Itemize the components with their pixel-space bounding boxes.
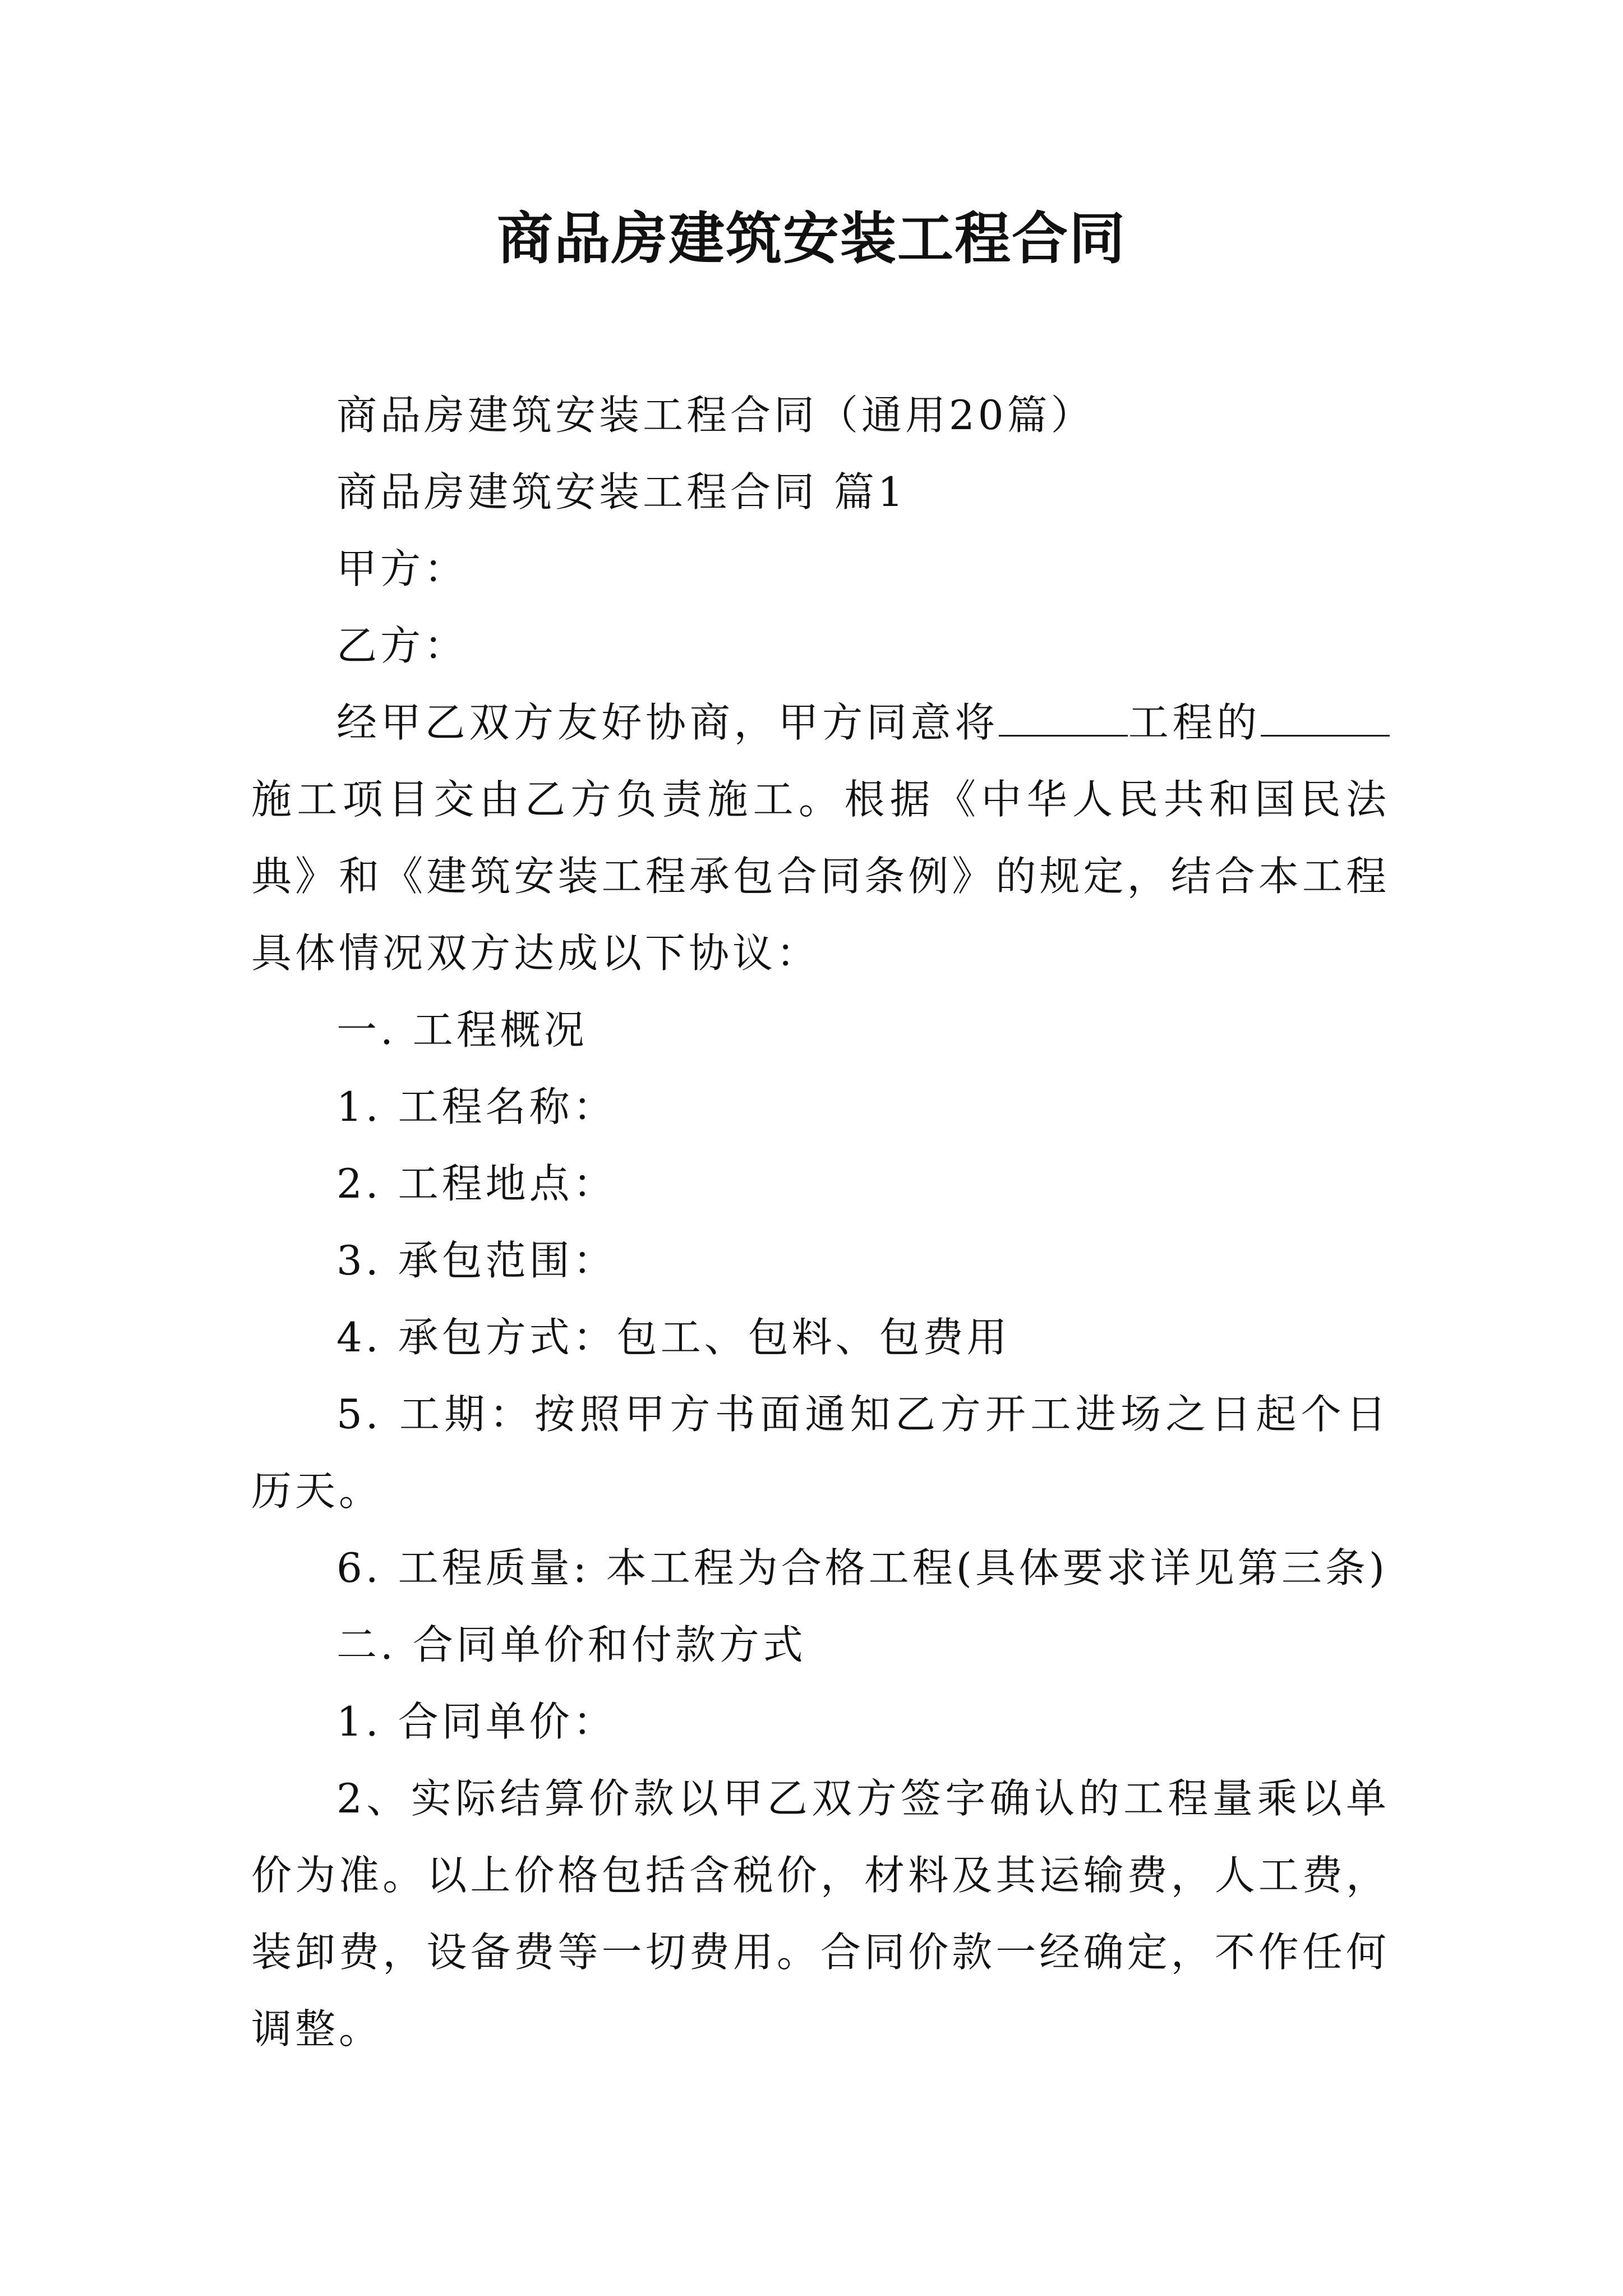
project-scope-blank: [1261, 701, 1390, 737]
party-b-line: 乙方：: [336, 622, 468, 669]
party-a-line: 甲方：: [336, 545, 468, 592]
item-project-name: 1. 工程名称：: [336, 1083, 617, 1130]
document-body: [251, 377, 1390, 2068]
item-unit-price: 1. 合同单价：: [336, 1698, 617, 1745]
item-project-location: 2. 工程地点：: [336, 1160, 617, 1207]
item-contract-method: 4. 承包方式：包工、包料、包费用: [336, 1314, 1011, 1361]
subtitle-line: 商品房建筑安装工程合同（通用20篇）: [336, 392, 1095, 439]
section-heading-price: 二. 合同单价和付款方式: [336, 1621, 806, 1668]
document-title: 商品房建筑安装工程合同: [497, 205, 1126, 272]
item-contract-scope: 3. 承包范围：: [336, 1237, 617, 1284]
intro-text-c: 施工项目交由乙方负责施工。根据《中华人民共和国民法典》和《建筑安装工程承包合同条例》的规定，结合本工程具体情况双方达成以下协议：: [251, 776, 1390, 977]
intro-text-a: 经甲乙双方友好协商，甲方同意将: [336, 699, 999, 746]
part-heading: 商品房建筑安装工程合同 篇1: [336, 468, 907, 516]
intro-paragraph: [251, 684, 1390, 992]
item-quality: 6. 工程质量: 本工程为合格工程(具体要求详见第三条): [336, 1544, 1388, 1591]
intro-text-b: 工程的: [1128, 699, 1261, 746]
project-name-blank: [999, 701, 1128, 737]
section-heading-overview: 一. 工程概况: [336, 1006, 588, 1053]
item-duration: 5. 工期：按照甲方书面通知乙方开工进场之日起个日历天。: [251, 1391, 1390, 1515]
item-settlement: 2、实际结算价款以甲乙双方签字确认的工程量乘以单价为准。以上价格包括含税价，材料及其运输费，人工费，装卸费，设备费等一切费用。合同价款一经确定，不作任何调整。: [251, 1775, 1390, 2053]
